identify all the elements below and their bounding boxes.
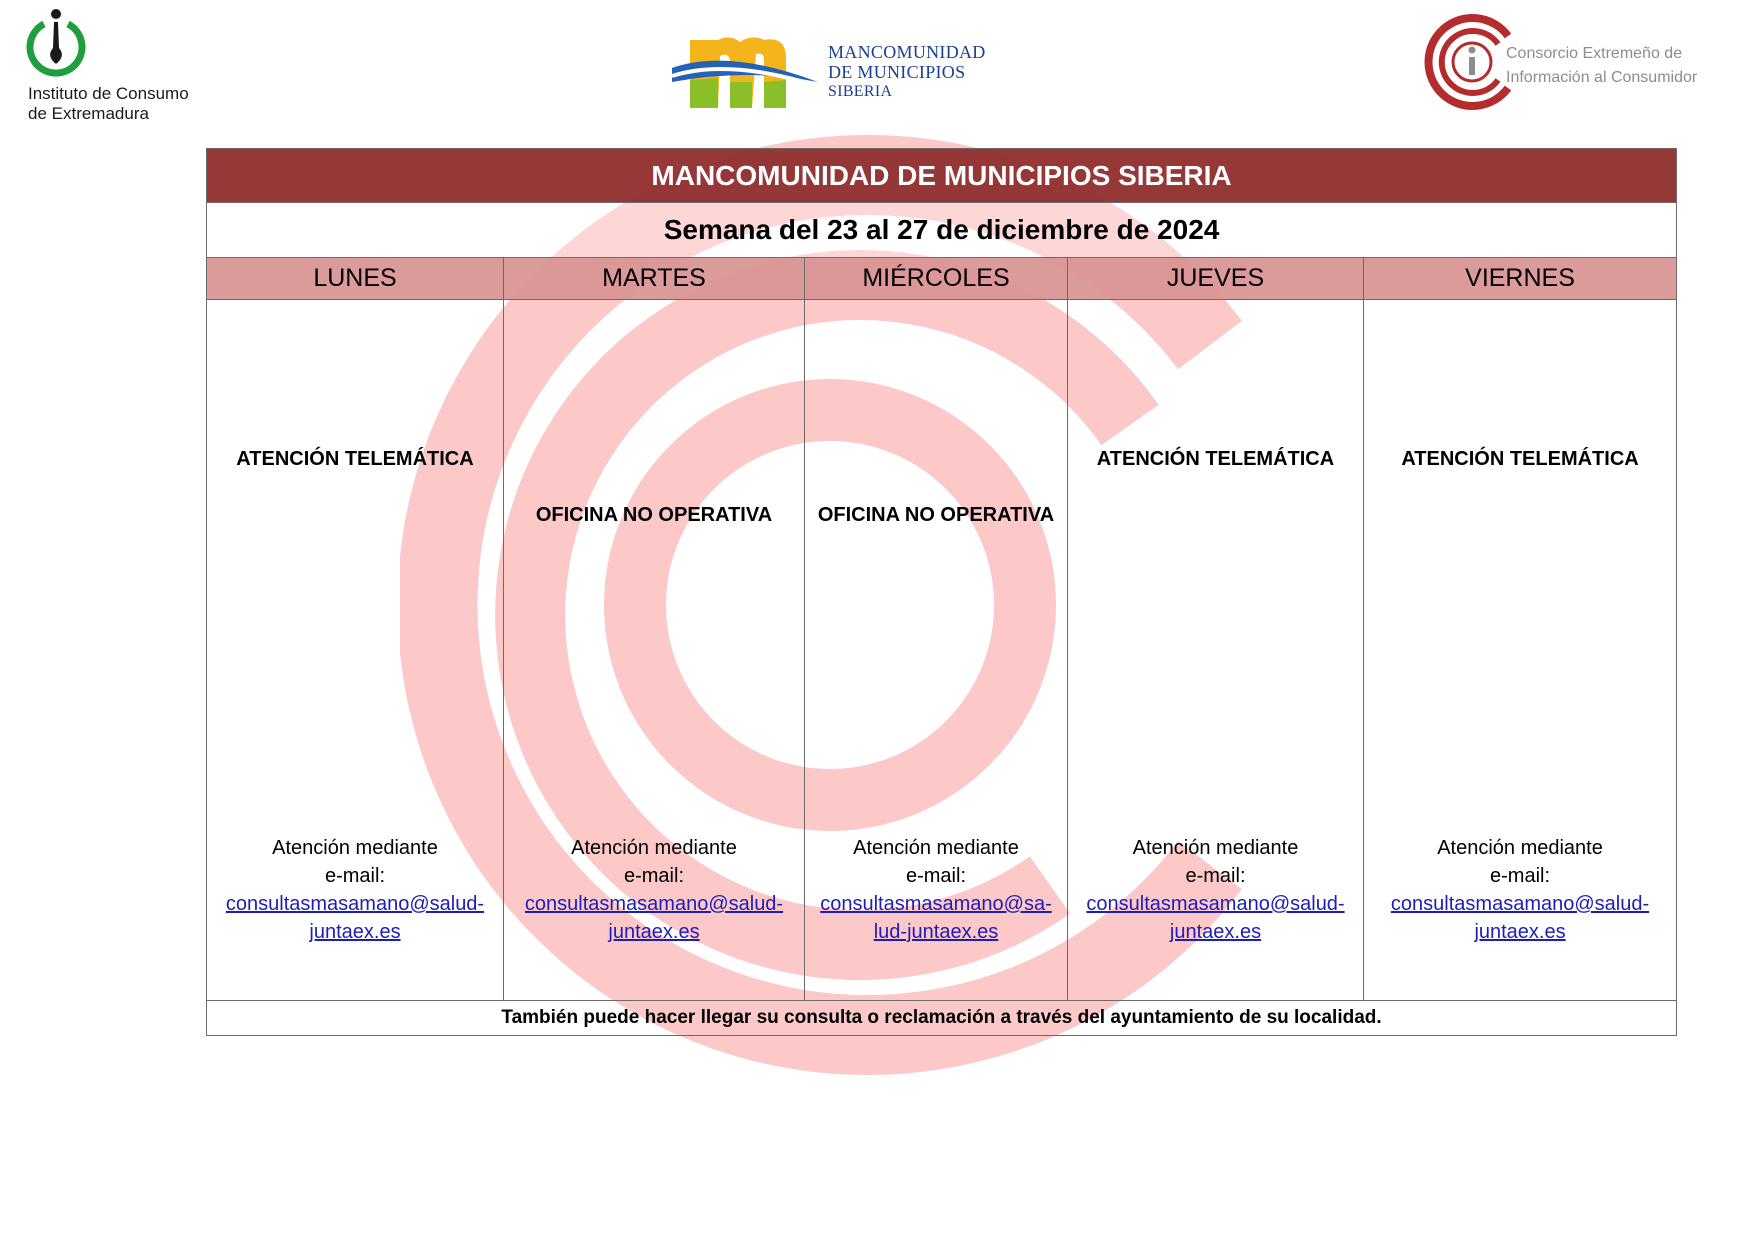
status-label: ATENCIÓN TELEMÁTICA	[236, 448, 474, 470]
email-link-part2: juntaex.es	[608, 921, 700, 943]
contact-line: e-mail:	[324, 865, 385, 887]
status-label: OFICINA NO OPERATIVA	[817, 504, 1055, 526]
email-link-part2: lud-juntaex.es	[873, 921, 999, 943]
contact-line: Atención mediante	[272, 837, 438, 859]
contact-line: Atención mediante	[1437, 837, 1603, 859]
email-link[interactable]	[1086, 893, 1344, 943]
contact-line: Atención mediante	[1132, 837, 1299, 859]
contact-line: e-mail:	[1185, 865, 1246, 887]
email-link-part1: consultasmasamano@salud-	[1390, 893, 1650, 915]
day-header-martes: MARTES	[504, 258, 805, 300]
email-link-part2: juntaex.es	[309, 921, 401, 943]
email-link[interactable]	[1391, 893, 1649, 943]
day-header-viernes: VIERNES	[1364, 258, 1677, 300]
day-cell-jueves	[1068, 300, 1364, 1001]
status-label: OFICINA NO OPERATIVA	[535, 504, 773, 526]
day-cell-lunes	[207, 300, 504, 1001]
mancomunidad-name-line2: DE MUNICIPIOS	[828, 62, 966, 82]
email-link-part1: consultasmasamano@salud-	[524, 893, 784, 915]
icex-name-line1: Instituto de Consumo	[28, 84, 189, 103]
status-label: ATENCIÓN TELEMÁTICA	[1096, 448, 1335, 470]
contact-info	[219, 834, 491, 946]
email-link[interactable]	[226, 893, 484, 943]
contact-line: e-mail:	[623, 865, 684, 887]
icex-logo	[24, 8, 224, 128]
ceic-logo	[1424, 14, 1744, 110]
day-header-jueves: JUEVES	[1068, 258, 1364, 300]
email-link-part1: consultasmasamano@sa-	[820, 893, 1052, 915]
contact-info	[817, 834, 1055, 946]
ceic-name-line2: Información al Consumidor	[1506, 69, 1698, 86]
day-header-miercoles: MIÉRCOLES	[805, 258, 1068, 300]
email-link[interactable]	[820, 893, 1052, 943]
contact-line: e-mail:	[905, 865, 966, 887]
mancomunidad-name-line1: MANCOMUNIDAD	[828, 42, 986, 62]
status-label: ATENCIÓN TELEMÁTICA	[1401, 448, 1639, 470]
email-link-part1: consultasmasamano@salud-	[225, 893, 485, 915]
mancomunidad-m-emblem-icon	[668, 28, 828, 112]
contact-info	[516, 834, 792, 946]
day-cell-martes	[504, 300, 805, 1001]
contact-line: Atención mediante	[853, 837, 1019, 859]
day-content-row	[207, 300, 1677, 1001]
weekly-schedule-table	[206, 148, 1677, 1036]
contact-info	[1376, 834, 1664, 946]
day-cell-miercoles	[805, 300, 1068, 1001]
icex-name-line2: de Extremadura	[28, 104, 149, 123]
ceic-name-line1: Consorcio Extremeño de	[1506, 45, 1683, 62]
contact-line: e-mail:	[1490, 865, 1551, 887]
contact-line: Atención mediante	[571, 837, 737, 859]
email-link[interactable]	[525, 893, 783, 943]
email-link-part2: juntaex.es	[1474, 921, 1566, 943]
email-link-part1: consultasmasamano@salud-	[1086, 893, 1345, 915]
email-link-part2: juntaex.es	[1169, 921, 1262, 943]
day-header-lunes: LUNES	[207, 258, 504, 300]
day-cell-viernes	[1364, 300, 1677, 1001]
icex-emblem-icon	[24, 8, 88, 78]
table-title: MANCOMUNIDAD DE MUNICIPIOS SIBERIA	[207, 149, 1677, 203]
week-range: Semana del 23 al 27 de diciembre de 2024	[207, 203, 1677, 258]
mancomunidad-siberia-logo	[668, 28, 1008, 112]
footer-note: También puede hacer llegar su consulta o reclamación a través del ayuntamiento de su localidad.	[207, 1001, 1677, 1036]
contact-info	[1080, 834, 1351, 946]
mancomunidad-name-line3: SIBERIA	[828, 83, 893, 100]
day-header-row	[207, 258, 1677, 300]
